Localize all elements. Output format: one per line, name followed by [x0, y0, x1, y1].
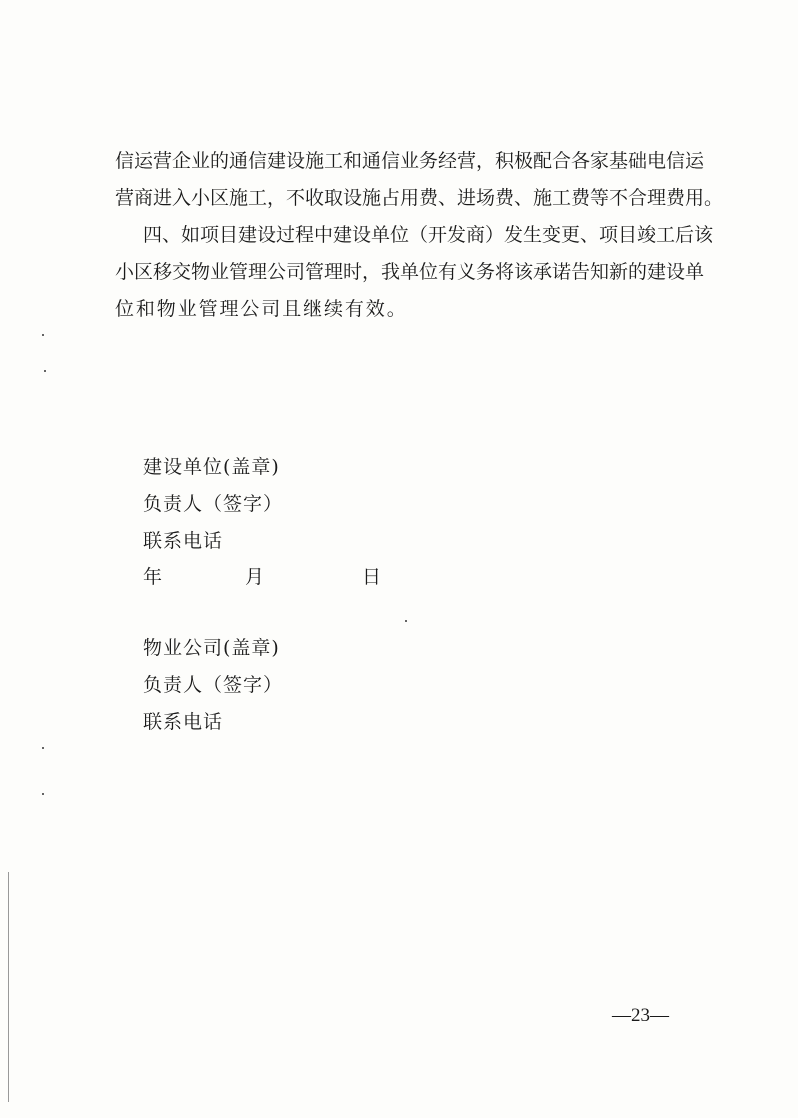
scan-speck: [42, 334, 44, 336]
developer-phone-label: 联系电话: [143, 530, 224, 552]
body-line-1: 信运营企业的通信建设施工和通信业务经营，积极配合各家基础电信运: [115, 150, 705, 172]
body-line-4: 小区移交物业管理公司管理时，我单位有义务将该承诺告知新的建设单: [115, 261, 705, 283]
developer-unit-label: 建设单位(盖章): [143, 456, 280, 478]
property-unit-label: 物业公司(盖章): [143, 637, 280, 659]
property-person-label: 负责人（签字）: [143, 674, 284, 696]
scan-speck: [405, 620, 407, 622]
property-phone-label: 联系电话: [143, 711, 224, 733]
scan-speck: [44, 370, 46, 372]
developer-person-label: 负责人（签字）: [143, 493, 284, 515]
date-day-label: 日: [362, 566, 382, 588]
body-line-5: 位和物业管理公司且继续有效。: [115, 298, 408, 320]
date-month-label: 月: [245, 566, 265, 588]
scan-speck: [42, 793, 44, 795]
date-year-label: 年: [143, 566, 163, 588]
page-number: —23—: [612, 1005, 669, 1026]
body-line-2: 营商进入小区施工，不收取设施占用费、进场费、施工费等不合理费用。: [115, 187, 724, 209]
scan-edge-line: [8, 872, 9, 1102]
scan-speck: [42, 747, 44, 749]
body-line-3: 四、如项目建设过程中建设单位（开发商）发生变更、项目竣工后该: [143, 224, 714, 246]
